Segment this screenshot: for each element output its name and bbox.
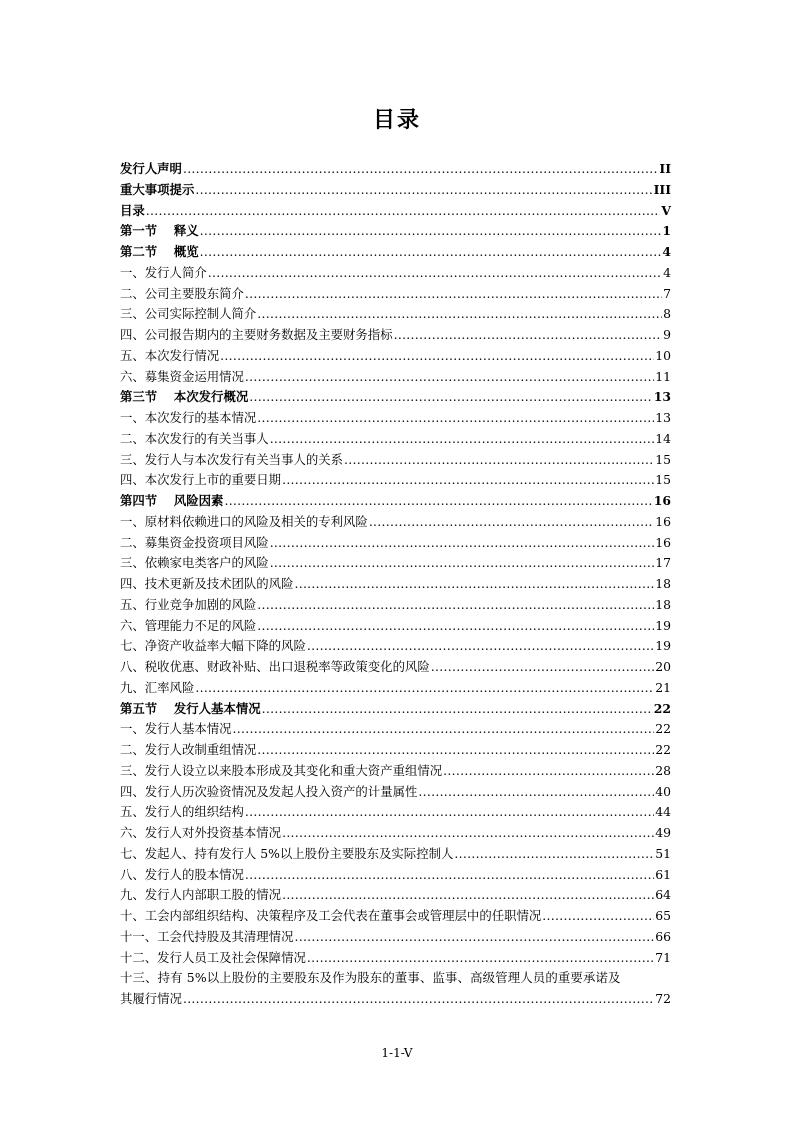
- toc-entry[interactable]: [120, 512, 671, 533]
- toc-entry-page: 4: [662, 244, 671, 259]
- toc-leader-dots: [270, 533, 655, 554]
- toc-leader-dots: [443, 761, 654, 782]
- toc-entry-page: 66: [655, 928, 671, 944]
- toc-entry[interactable]: [120, 533, 671, 554]
- toc-entry[interactable]: [120, 367, 671, 388]
- toc-entry-label: 三、发行人与本次发行有关当事人的关系: [120, 451, 344, 467]
- toc-entry-label: 四、本次发行上市的重要日期: [120, 472, 282, 488]
- toc-leader-dots: [245, 284, 662, 305]
- toc-entry-label: 其履行情况: [120, 991, 182, 1006]
- toc-entry-label: 第三节 本次发行概况: [120, 389, 249, 405]
- toc-entry[interactable]: [120, 657, 671, 678]
- toc-leader-dots: [245, 865, 654, 886]
- toc-entry-label: 第二节 概览: [120, 244, 199, 259]
- toc-entry-label: 重大事项提示: [120, 181, 195, 197]
- toc-entry-label: 九、汇率风险: [120, 679, 195, 695]
- toc-entry-label: 目录: [120, 202, 145, 218]
- toc-entry[interactable]: [120, 325, 671, 346]
- toc-leader-dots: [257, 408, 654, 429]
- toc-entry-label: 一、发行人基本情况: [120, 721, 232, 737]
- toc-entry-page: 22: [655, 721, 671, 737]
- toc-entry-page: 17: [655, 555, 671, 571]
- toc-entry[interactable]: [120, 865, 671, 886]
- toc-entry-label: 三、发行人设立以来股本形成及其变化和重大资产重组情况: [120, 762, 443, 778]
- toc-leader-dots: [270, 553, 655, 574]
- toc-entry-page: V: [661, 202, 671, 218]
- toc-entry-page: 8: [663, 306, 671, 322]
- toc-entry[interactable]: [120, 346, 671, 367]
- toc-entry[interactable]: [120, 823, 671, 844]
- toc-entry[interactable]: [120, 740, 671, 761]
- toc-entry-page: 14: [655, 430, 671, 446]
- toc-entry[interactable]: [120, 470, 671, 491]
- toc-entry-page: 65: [655, 908, 671, 923]
- toc-leader-dots: [183, 159, 658, 180]
- toc-entry-label: 一、本次发行的基本情况: [120, 410, 257, 425]
- toc-entry-label: 四、技术更新及技术团队的风险: [120, 576, 294, 591]
- toc-leader-dots: [220, 346, 654, 367]
- toc-entry-label: 五、本次发行情况: [120, 347, 220, 363]
- toc-entry-label: 第四节 风险因素: [120, 493, 224, 508]
- toc-entry-label: 一、原材料依赖进口的风险及相关的专利风险: [120, 513, 368, 529]
- toc-leader-dots: [146, 201, 661, 222]
- toc-leader-dots: [249, 387, 653, 408]
- toc-entry-page: 22: [653, 700, 671, 716]
- toc-leader-dots: [431, 657, 654, 678]
- toc-entry-label: 十二、发行人员工及社会保障情况: [120, 949, 306, 965]
- toc-entry[interactable]: [120, 719, 671, 740]
- toc-entry[interactable]: [120, 180, 671, 201]
- toc-entry[interactable]: [120, 429, 671, 450]
- toc-entry-label: 六、管理能力不足的风险: [120, 617, 257, 633]
- toc-entry[interactable]: [120, 263, 671, 284]
- toc-entry-page: II: [659, 161, 671, 176]
- toc-entry[interactable]: [120, 948, 671, 969]
- toc-entry-label: 第一节 释义: [120, 223, 199, 239]
- toc-entry-page: 49: [655, 825, 671, 840]
- toc-entry[interactable]: [120, 906, 671, 927]
- toc-leader-dots: [224, 491, 652, 512]
- toc-entry-page: 61: [655, 866, 671, 882]
- toc-leader-dots: [307, 948, 654, 969]
- toc-entry[interactable]: [120, 574, 671, 595]
- toc-entry[interactable]: [120, 304, 671, 325]
- toc-entry-label: 二、公司主要股东简介: [120, 285, 244, 301]
- toc-entry-page: 22: [655, 742, 671, 757]
- toc-entry-page: 44: [655, 804, 671, 820]
- toc-entry-page: 11: [655, 368, 671, 384]
- toc-leader-dots: [245, 367, 654, 388]
- toc-entry[interactable]: [120, 636, 671, 657]
- toc-entry[interactable]: [120, 553, 671, 574]
- toc-entry-page: 13: [655, 410, 671, 425]
- toc-leader-dots: [418, 782, 654, 803]
- toc-leader-dots: [454, 844, 654, 865]
- toc-entry[interactable]: [120, 699, 671, 720]
- toc-entry[interactable]: [120, 616, 671, 637]
- toc-entry-page: 15: [655, 451, 671, 467]
- toc-entry-label: 十一、工会代持股及其清理情况: [120, 928, 294, 944]
- toc-leader-dots: [394, 325, 663, 346]
- toc-entry[interactable]: [120, 284, 671, 305]
- toc-leader-dots: [282, 885, 654, 906]
- toc-leader-dots: [195, 678, 654, 699]
- toc-leader-dots: [257, 595, 654, 616]
- toc-entry[interactable]: [120, 387, 671, 408]
- toc-leader-dots: [200, 242, 662, 263]
- toc-entry-label: 三、依赖家电类客户的风险: [120, 555, 269, 571]
- toc-entry-label: 七、净资产收益率大幅下降的风险: [120, 638, 306, 654]
- toc-entry-page: 51: [655, 845, 671, 861]
- toc-entry-page: 15: [655, 472, 671, 488]
- toc-entry[interactable]: [120, 782, 671, 803]
- toc-leader-dots: [369, 512, 654, 533]
- toc-leader-dots: [307, 636, 654, 657]
- toc-entry-page: 40: [655, 783, 671, 799]
- page-number-footer: 1-1-V: [381, 1046, 413, 1060]
- toc-leader-dots: [195, 180, 652, 201]
- toc-entry-label: 七、发起人、持有发行人 5%以上股份主要股东及实际控制人: [120, 845, 454, 861]
- toc-leader-dots: [282, 823, 654, 844]
- toc-leader-dots: [344, 450, 654, 471]
- toc-leader-dots: [270, 429, 655, 450]
- toc-entry-page: 13: [653, 389, 671, 405]
- toc-entry-label: 发行人声明: [120, 161, 182, 176]
- toc-entry-page: 1: [662, 223, 671, 239]
- toc-entry-page: 21: [655, 679, 671, 695]
- toc-leader-dots: [183, 989, 654, 1010]
- toc-entry-page: III: [653, 181, 671, 197]
- toc-leader-dots: [294, 927, 654, 948]
- toc-entry-page: 9: [663, 327, 671, 342]
- toc-entry[interactable]: [120, 927, 671, 948]
- toc-entry[interactable]: [120, 159, 671, 180]
- toc-entry-label: 五、行业竞争加剧的风险: [120, 596, 257, 612]
- toc-leader-dots: [542, 906, 654, 927]
- toc-entry-label: 二、本次发行的有关当事人: [120, 430, 269, 446]
- toc-list: [120, 159, 671, 968]
- toc-leader-dots: [294, 574, 654, 595]
- toc-entry-label: 二、发行人改制重组情况: [120, 742, 257, 757]
- toc-entry-page: 28: [655, 762, 671, 778]
- toc-entry-page: 16: [655, 534, 671, 550]
- toc-entry[interactable]: [120, 221, 671, 242]
- toc-leader-dots: [282, 470, 654, 491]
- toc-entry-label: 十、工会内部组织结构、决策程序及工会代表在董事会或管理层中的任职情况: [120, 908, 542, 923]
- toc-entry-page: 20: [655, 659, 671, 674]
- toc-entry-label: 六、发行人对外投资基本情况: [120, 825, 282, 840]
- table-of-contents: [120, 159, 671, 1010]
- toc-entry-label: 第五节 发行人基本情况: [120, 700, 261, 716]
- toc-entry-wrapped-line2[interactable]: [120, 989, 671, 1010]
- toc-leader-dots: [262, 699, 653, 720]
- toc-entry-page: 18: [655, 576, 671, 591]
- toc-entry[interactable]: [120, 678, 671, 699]
- toc-entry[interactable]: [120, 595, 671, 616]
- toc-entry-page: 16: [655, 513, 671, 529]
- toc-leader-dots: [257, 740, 654, 761]
- toc-entry-label: 一、发行人简介: [120, 264, 207, 280]
- toc-entry-page: 10: [655, 347, 671, 363]
- toc-leader-dots: [200, 221, 662, 242]
- toc-entry-label: 九、发行人内部职工股的情况: [120, 887, 282, 903]
- toc-entry-label: 三、公司实际控制人简介: [120, 306, 257, 322]
- page-title: 目录: [372, 108, 421, 133]
- toc-entry-label: 十三、持有 5%以上股份的主要股东及作为股东的董事、监事、高级管理人员的重要承诺及: [120, 970, 621, 986]
- toc-leader-dots: [233, 719, 655, 740]
- toc-entry[interactable]: [120, 242, 671, 263]
- toc-leader-dots: [257, 616, 654, 637]
- toc-entry[interactable]: [120, 201, 671, 222]
- toc-entry-label: 二、募集资金投资项目风险: [120, 534, 269, 550]
- toc-entry[interactable]: [120, 450, 671, 471]
- toc-entry-page: 64: [655, 887, 671, 903]
- toc-entry-label: 八、发行人的股本情况: [120, 866, 244, 882]
- toc-entry[interactable]: [120, 844, 671, 865]
- toc-leader-dots: [257, 304, 662, 325]
- toc-leader-dots: [245, 802, 654, 823]
- toc-entry-wrapped-line1[interactable]: [120, 968, 671, 989]
- toc-entry-page: 71: [655, 949, 671, 965]
- toc-entry-page: 19: [655, 617, 671, 633]
- toc-entry-label: 四、发行人历次验资情况及发起人投入资产的计量属性: [120, 783, 418, 799]
- toc-entry[interactable]: [120, 802, 671, 823]
- toc-entry[interactable]: [120, 885, 671, 906]
- toc-entry-page: 19: [655, 638, 671, 654]
- toc-entry-page: 4: [663, 264, 671, 280]
- toc-entry-label: 四、公司报告期内的主要财务数据及主要财务指标: [120, 327, 393, 342]
- toc-entry-label: 八、税收优惠、财政补贴、出口退税率等政策变化的风险: [120, 659, 430, 674]
- toc-entry-label: 六、募集资金运用情况: [120, 368, 244, 384]
- toc-leader-dots: [208, 263, 662, 284]
- toc-entry[interactable]: [120, 491, 671, 512]
- toc-entry[interactable]: [120, 408, 671, 429]
- toc-entry-page: 16: [653, 493, 671, 508]
- toc-entry-page: 72: [655, 991, 671, 1006]
- toc-entry-label: 五、发行人的组织结构: [120, 804, 244, 820]
- toc-entry[interactable]: [120, 761, 671, 782]
- toc-entry-page: 18: [655, 596, 671, 612]
- toc-entry-page: 7: [663, 285, 671, 301]
